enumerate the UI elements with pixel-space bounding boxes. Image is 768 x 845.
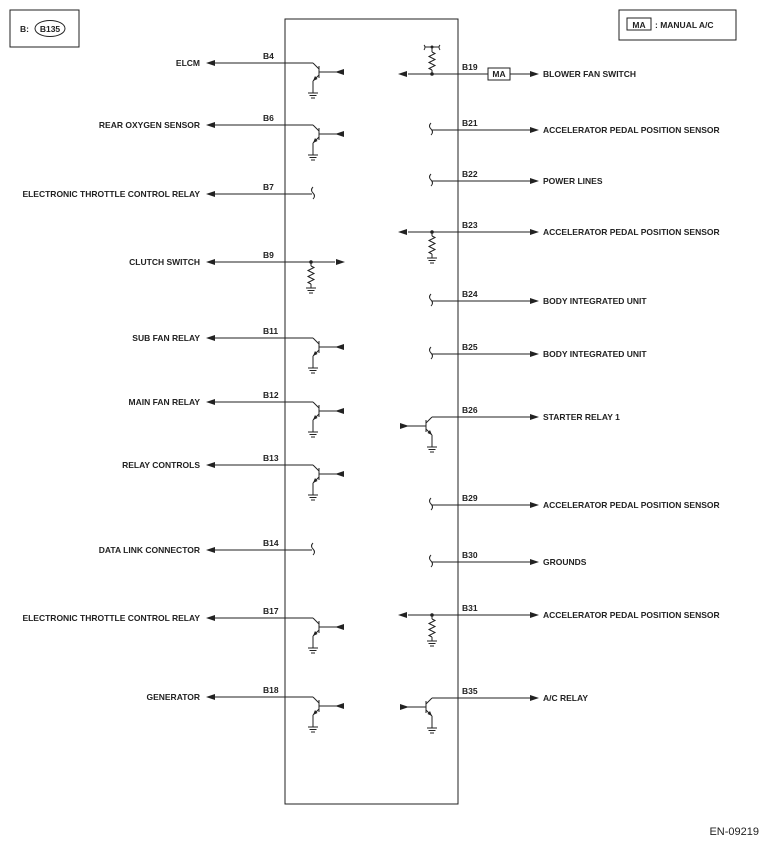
right-pin-number: B25 [462,342,478,352]
left-pin-wire [206,259,345,265]
left-pin-number: B13 [263,453,279,463]
left-pin-number: B14 [263,538,279,548]
right-pin-b24 [430,289,648,306]
wire-break-symbol [430,123,433,135]
wire-break-symbol [430,174,433,186]
wire-break-symbol [430,347,433,359]
left-pin-number: B7 [263,182,274,192]
right-pin-wire [432,502,539,508]
right-pin-label: ACCELERATOR PEDAL POSITION SENSOR [543,125,720,135]
right-pin-wire [432,178,539,184]
right-pin-b22 [430,169,603,186]
manual-ac-badge-text: MA [492,69,506,79]
transistor-symbol [400,417,437,452]
right-pin-number: B30 [462,550,478,560]
right-pin-number: B31 [462,603,478,613]
left-pin-number: B11 [263,326,279,336]
right-pin-label: STARTER RELAY 1 [543,412,620,422]
left-pin-b6 [99,113,344,160]
right-pin-b30 [430,550,587,567]
legend-text: : MANUAL A/C [655,20,714,30]
right-pin-number: B29 [462,493,478,503]
right-pin-number: B26 [462,405,478,415]
right-pin-b35 [400,686,588,733]
right-pin-label: POWER LINES [543,176,603,186]
right-pin-number: B35 [462,686,478,696]
left-pin-b11 [132,326,344,373]
right-pin-b25 [430,342,648,359]
left-pin-label: ELECTRONIC THROTTLE CONTROL RELAY [22,189,200,199]
right-pin-b29 [430,493,720,510]
legend-box [619,10,736,40]
left-pin-wire [206,335,313,341]
pulldown-resistor-symbol [427,613,437,646]
transistor-symbol [308,338,344,373]
left-pin-label: GENERATOR [146,692,200,702]
wire-break-symbol [312,187,315,199]
transistor-symbol [308,63,344,98]
right-pin-wire [432,298,539,304]
right-pin-number: B22 [462,169,478,179]
right-pin-wire [432,695,539,701]
pulldown-resistor-symbol [306,260,316,293]
left-pin-b9 [129,250,345,293]
left-pin-wire [206,122,313,128]
right-pin-label: A/C RELAY [543,693,589,703]
left-pin-number: B6 [263,113,274,123]
legend-code: MA [632,20,646,30]
transistor-symbol [308,697,344,732]
right-pin-label: BODY INTEGRATED UNIT [543,349,647,359]
left-pin-b18 [146,685,344,732]
left-pin-number: B4 [263,51,274,61]
left-pin-label: DATA LINK CONNECTOR [98,545,200,555]
right-pin-number: B24 [462,289,478,299]
left-pin-label: MAIN FAN RELAY [128,397,200,407]
left-pin-label: SUB FAN RELAY [132,333,200,343]
left-pin-wire [206,694,313,700]
right-pin-b23 [398,220,720,263]
left-pin-label: REAR OXYGEN SENSOR [98,120,200,130]
wire-break-symbol [430,294,433,306]
left-pin-b12 [129,390,344,437]
right-pin-b19 [398,45,636,80]
left-pin-b17 [22,606,344,653]
right-pin-b21 [430,118,720,135]
right-pin-label: BODY INTEGRATED UNIT [543,296,647,306]
connector-callout [10,10,79,47]
left-pin-wire [206,547,312,553]
left-pin-b7 [22,182,314,199]
transistor-symbol [308,125,344,160]
right-pin-wire [432,559,539,565]
transistor-symbol [308,402,344,437]
wire-break-symbol [430,555,433,567]
left-pin-label: ELECTRONIC THROTTLE CONTROL RELAY [22,613,200,623]
left-pin-wire [206,399,313,405]
left-pin-wire [206,615,313,621]
right-pin-label: ACCELERATOR PEDAL POSITION SENSOR [543,610,720,620]
left-pin-number: B12 [263,390,279,400]
left-pin-number: B9 [263,250,274,260]
left-pin-number: B17 [263,606,279,616]
left-pin-label: ELCM [175,58,200,68]
left-pin-label: CLUTCH SWITCH [129,257,200,267]
right-pin-label: GROUNDS [543,557,587,567]
right-pin-number: B23 [462,220,478,230]
left-pin-number: B18 [263,685,279,695]
right-pin-label: ACCELERATOR PEDAL POSITION SENSOR [543,500,720,510]
pullup-resistor-symbol [424,45,440,76]
pulldown-resistor-symbol [427,230,437,263]
left-pin-b4 [176,51,344,98]
wire-break-symbol [430,498,433,510]
right-pin-number: B21 [462,118,478,128]
left-pin-wire [206,60,313,66]
right-pin-number: B19 [462,62,478,72]
right-pin-group [398,45,720,733]
right-pin-wire [432,127,539,133]
right-pin-b31 [398,603,720,646]
document-code: EN-09219 [709,826,759,838]
right-pin-b26 [400,405,620,452]
left-pin-b13 [122,453,344,500]
transistor-symbol [308,465,344,500]
right-pin-wire [432,351,539,357]
transistor-symbol [400,698,437,733]
manual-ac-badge [488,68,510,80]
left-pin-label: RELAY CONTROLS [122,460,200,470]
connector-prefix: B: [20,24,29,34]
connector-id: B135 [39,24,61,34]
left-pin-wire [206,191,312,197]
wire-break-symbol [312,543,315,555]
control-module-body [285,19,458,804]
right-pin-label: BLOWER FAN SWITCH [543,69,637,79]
transistor-symbol [308,618,344,653]
left-pin-wire [206,462,313,468]
left-pin-b14 [99,538,315,555]
left-pin-group [22,51,345,732]
right-pin-wire [432,414,539,420]
right-pin-label: ACCELERATOR PEDAL POSITION SENSOR [543,227,720,237]
